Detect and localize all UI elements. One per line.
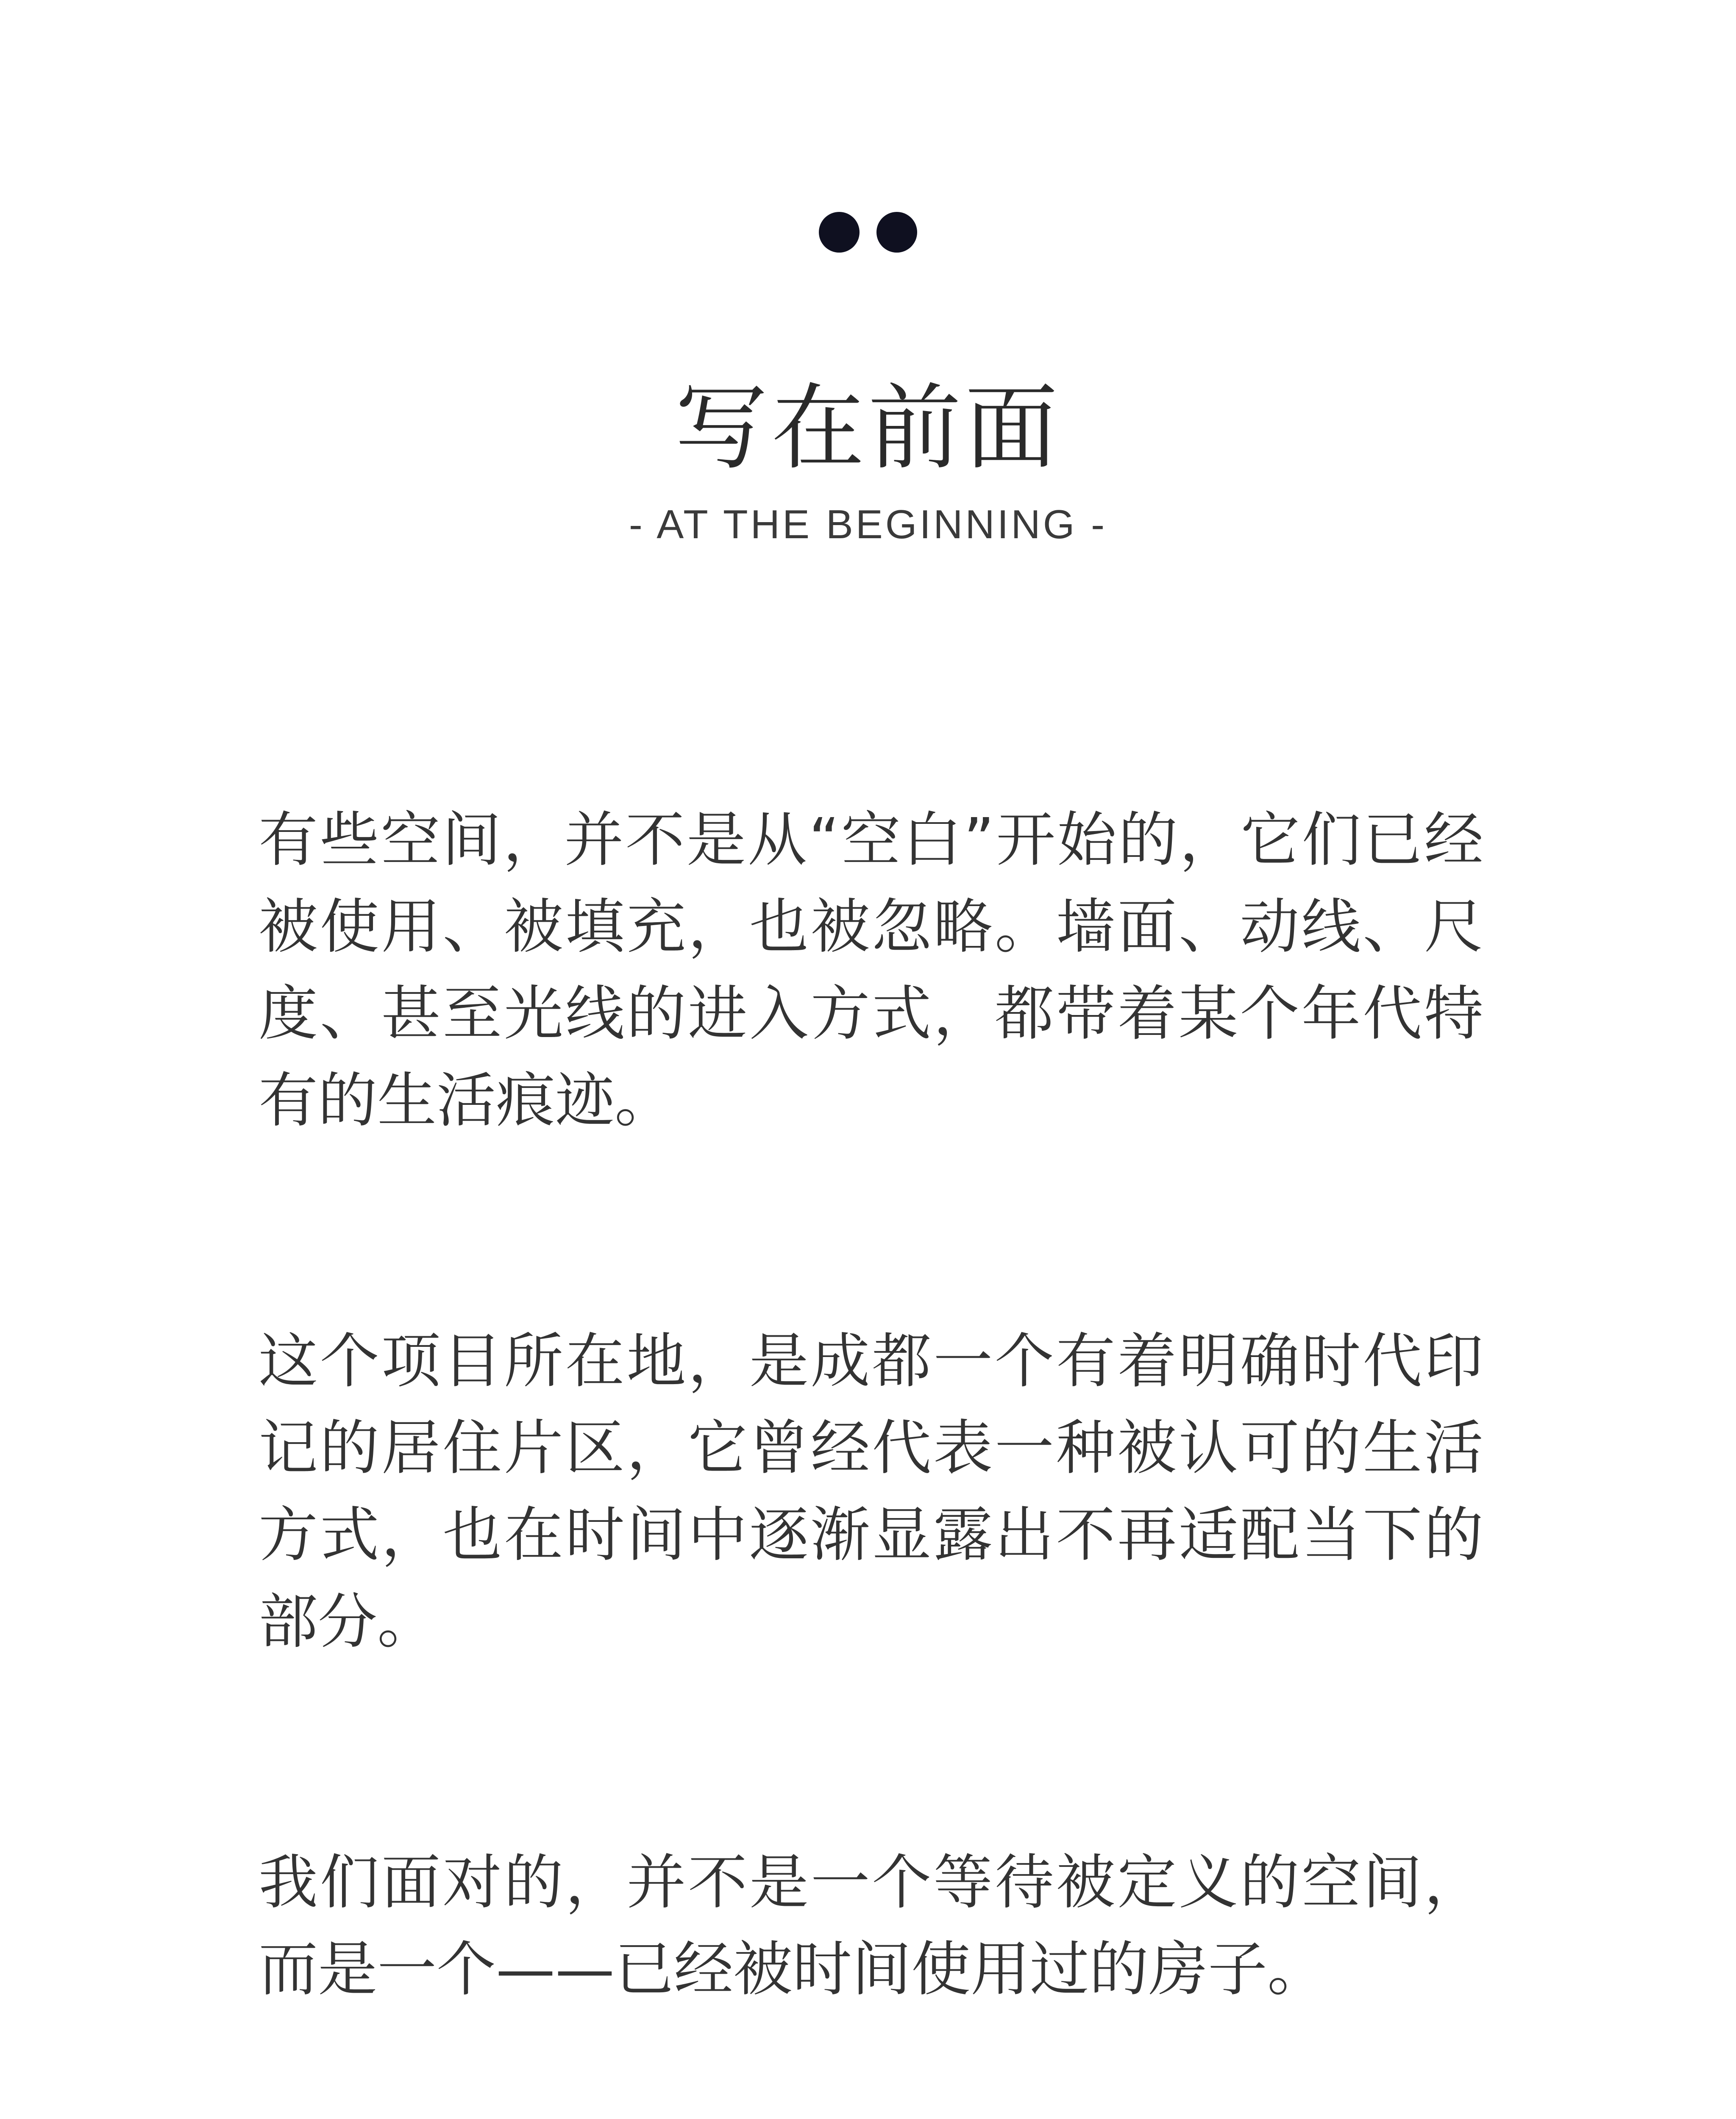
page-title: 写在前面 (674, 374, 1061, 482)
page-subtitle: - AT THE BEGINNING - (629, 502, 1107, 547)
paragraph-2: 这个项目所在地，是成都一个有着明确时代印记的居住片区，它曾经代表一种被认可的生活方式，也在时间中逐渐显露出不再适配当下的部分。 (259, 1327, 1483, 1657)
paragraph-1: 有些空间，并不是从“空白”开始的，它们已经被使用、被填充，也被忽略。墙面、动线、尺度、甚至光线的进入方式，都带着某个年代特有的生活痕迹。 (259, 806, 1483, 1135)
dot-icon (876, 212, 917, 253)
decorative-dots (0, 212, 1736, 253)
dot-icon (819, 212, 860, 253)
paragraph-3: 我们面对的，并不是一个等待被定义的空间，而是一个——已经被时间使用过的房子。 (259, 1848, 1483, 2004)
